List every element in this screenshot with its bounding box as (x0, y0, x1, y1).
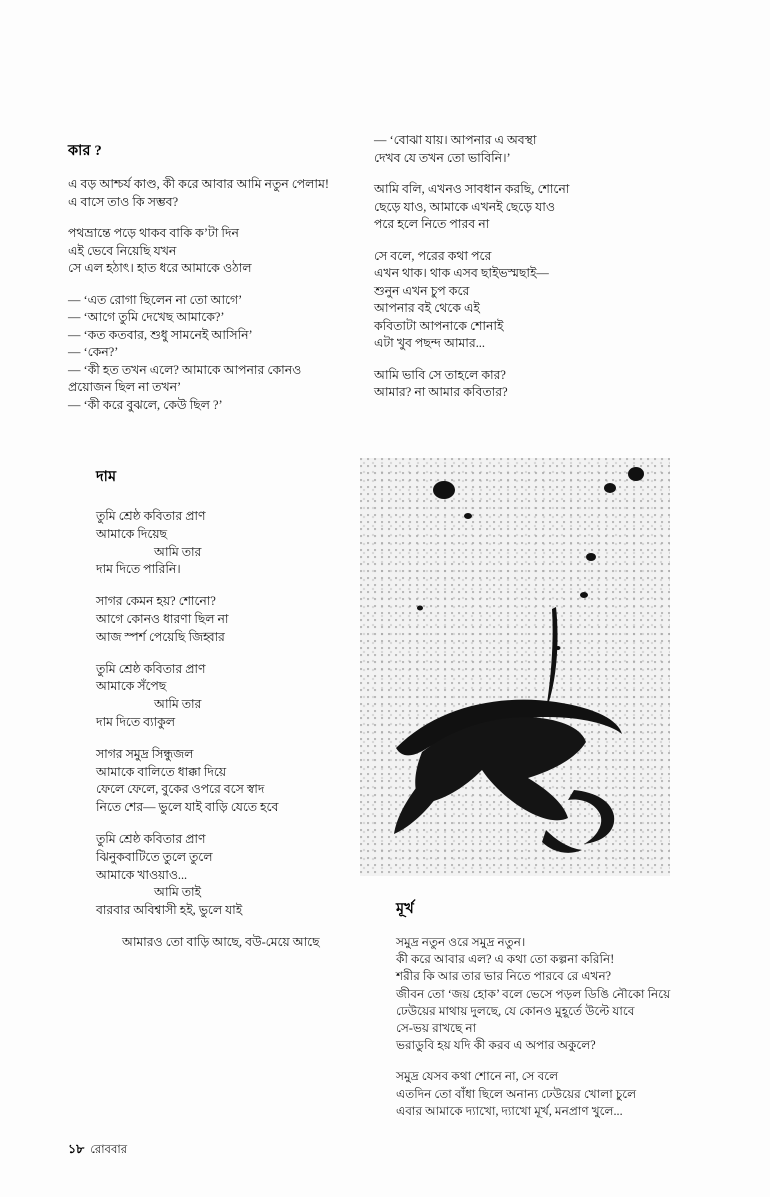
poem-line: — ‘কী করে বুঝলে, কেউ ছিল ?’ (68, 397, 223, 412)
poem-line: আপনার বই থেকে এই (374, 301, 480, 315)
poem-title-murkho: মূর্খ (396, 901, 414, 917)
poem-line: আমাকে বালিতে ধাক্কা দিয়ে (96, 764, 227, 779)
poem-line: পথভ্রান্তে পড়ে থাকব বাকি ক’টা দিন (68, 226, 239, 240)
stanza (374, 367, 684, 402)
stanza (96, 746, 376, 817)
poem-line: — ‘কী হত তখন এলে? আমাকে আপনার কোনও (68, 362, 302, 377)
poem-daam (96, 466, 376, 966)
poem-line: সাগর সমুদ্র সিন্ধুজল (96, 746, 194, 761)
stanza (374, 132, 684, 167)
poem-line: আমি বলি, এখনও সাবধান করছি, শোনো (374, 182, 570, 196)
poem-kaar-continued (374, 132, 684, 416)
poem-line: — ‘কত কতবার, শুধু সামনেই আসিনি’ (68, 327, 253, 342)
poem-line: আমি তাই (154, 885, 201, 900)
stanza (396, 934, 696, 1054)
stanza (374, 248, 684, 353)
poem-line: সে-ভয় রাখছে না (396, 1021, 477, 1036)
poem-line: দেখব যে তখন তো ভাবিনি।’ (374, 150, 511, 165)
poem-line: জীবন তো ‘জয় হোক’ বলে ভেসে পড়ল ডিঙি নৌকো নিয়ে (396, 986, 671, 1001)
poem-line: এই ভেবে নিয়েছি যখন (68, 243, 177, 258)
publication-name: রোববার (90, 1144, 128, 1156)
poem-title-daam: দাম (96, 469, 117, 485)
poem-line: আমাকে দিয়েছ (96, 526, 167, 541)
poem-line: আমার? না আমার কবিতার? (374, 385, 508, 399)
stanza (68, 176, 368, 211)
poem-line: আমারও তো বাড়ি আছে, বউ-মেয়ে আছে (122, 934, 320, 949)
brush-ink-artwork (360, 458, 670, 876)
poem-line: সাগর কেমন হয়? শোনো? (96, 594, 216, 609)
poem-line: ছেড়ে যাও, আমাকে এখনই ছেড়ে যাও (374, 199, 555, 214)
stanza (374, 181, 684, 234)
poem-line: আমি তার (154, 697, 202, 712)
poem-line: আগে কোনও ধারণা ছিল না (96, 611, 229, 626)
page-footer (68, 1141, 127, 1161)
poem-line: ভরাডুবি হয় যদি কী করব এ অপার অকুলে? (396, 1038, 596, 1053)
stanza (68, 225, 368, 278)
page-number: ১৮ (68, 1142, 85, 1156)
poem-line: কী করে আবার এল? এ কথা তো কল্পনা করিনি! (396, 952, 615, 967)
stanza (96, 508, 376, 579)
poem-line: এ বড় আশ্চর্য কাণ্ড, কী করে আবার আমি নতুন পেলাম! (68, 177, 330, 191)
poem-line: এ বাসে তাও কি সম্ভব? (68, 194, 179, 209)
poem-line: বারবার অবিশ্বাসী হই, ভুলে যাই (96, 903, 243, 918)
poem-line: — ‘বোঝা যায়। আপনার এ অবস্থা (374, 133, 537, 147)
poem-line: ফেলে ফেলে, বুকের ওপরে বসে স্বাদ (96, 782, 265, 797)
poem-line: শরীর কি আর তার ভার নিতে পারবে রে এখন? (396, 969, 612, 984)
stanza (96, 934, 376, 952)
poem-line: পরে হলে নিতে পারব না (374, 217, 490, 231)
poem-line: সে বলে, পরের কথা পরে (374, 248, 492, 263)
poem-title-kaar: কার ? (68, 143, 102, 159)
poem-line: — ‘কেন?’ (68, 345, 119, 359)
stanza (96, 593, 376, 646)
poem-line: তুমি শ্রেষ্ঠ কবিতার প্রাণ (96, 509, 206, 523)
poem-line: সমুদ্র নতুন ওরে সমুদ্র নতুন। (396, 935, 526, 949)
poem-line: সমুদ্র যেসব কথা শোনে না, সে বলে (396, 1069, 559, 1084)
poem-line: তুমি শ্রেষ্ঠ কবিতার প্রাণ (96, 831, 206, 846)
poem-line: দাম দিতে ব্যাকুল (96, 714, 175, 729)
poem-line: নিতে শের— ভুলে যাই বাড়ি যেতে হবে (96, 800, 279, 815)
poem-line: এতদিন তো বাঁধা ছিলে অনান্য ঢেউয়ের খোলা চুলে (396, 1086, 637, 1101)
poem-line: তুমি শ্রেষ্ঠ কবিতার প্রাণ (96, 661, 206, 676)
stanza (68, 292, 368, 415)
poem-line: প্রয়োজন ছিল না তখন’ (68, 380, 182, 394)
stanza (396, 1068, 696, 1120)
poem-line: আমাকে খাওয়াও... (96, 867, 188, 882)
poem-line: কবিতাটা আপনাকে শোনাই (374, 318, 504, 333)
poem-line: আমাকে সঁপেছ (96, 679, 167, 694)
poem-line: সে এল হঠাৎ। হাত ধরে আমাকে ওঠাল (68, 261, 252, 275)
poem-line: এবার আমাকে দ্যাখো, দ্যাখো মূর্খ, মনপ্রাণ খুলে... (396, 1103, 623, 1118)
poem-murkho (396, 898, 696, 1134)
poem-line: ঢেউয়ের মাথায় দুলছে, যে কোনও মুহূর্তে উল্টে যাবে (396, 1003, 635, 1018)
poem-line: দাম দিতে পারিনি। (96, 562, 181, 577)
ink-strokes (360, 458, 670, 876)
poem-line: এখন থাক। থাক এসব ছাইভস্মছাই— (374, 266, 549, 280)
poem-line: শুনুন এখন চুপ করে (374, 283, 470, 298)
poem-line: — ‘আগে তুমি দেখেছ আমাকে?’ (68, 310, 225, 324)
poem-kaar (68, 140, 368, 428)
poem-line: আজ স্পর্শ পেয়েছি জিহ্বার (96, 629, 225, 644)
stanza (96, 831, 376, 920)
stanza (96, 661, 376, 732)
poem-line: আমি তার (154, 544, 202, 559)
poem-line: — ‘এত রোগা ছিলেন না তো আগে’ (68, 292, 243, 307)
poem-line: আমি ভাবি সে তাহলে কার? (374, 367, 506, 382)
poem-line: ঝিনুকবাটিতে তুলে তুলে (96, 849, 213, 864)
poem-line: এটা খুব পছন্দ আমার... (374, 336, 485, 350)
